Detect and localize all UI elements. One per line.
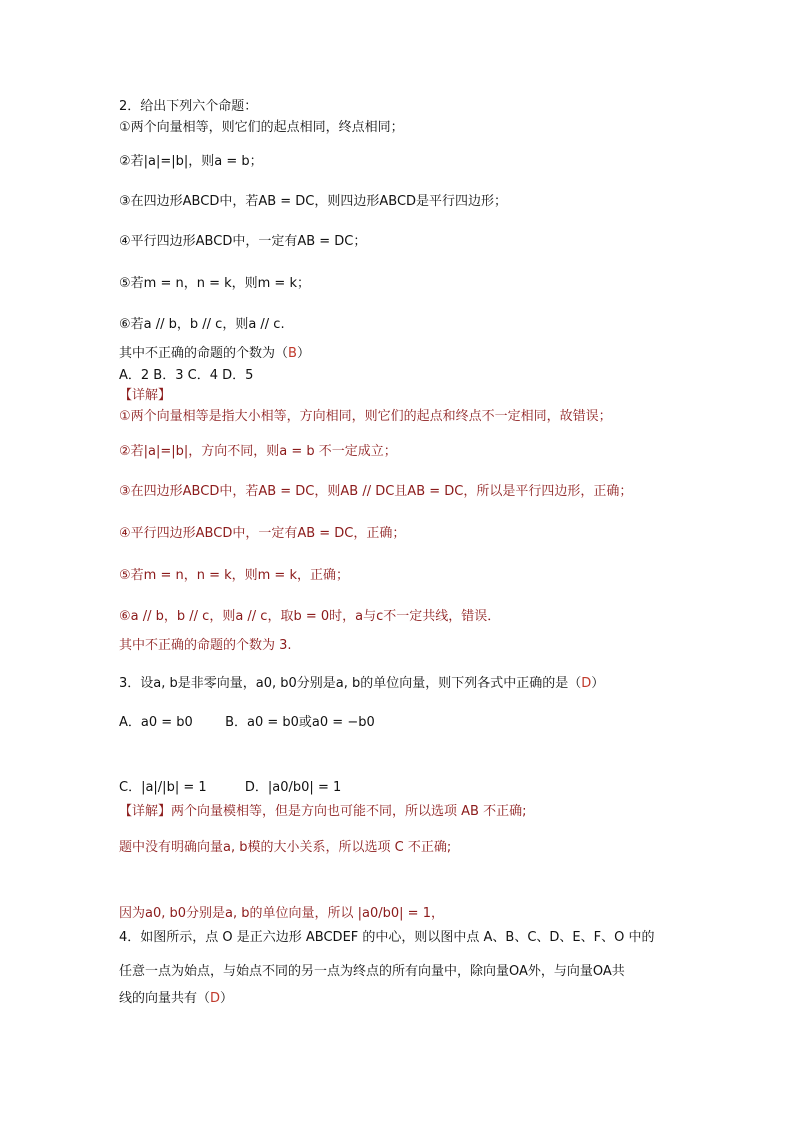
q3-answer: D <box>581 676 592 691</box>
q2-item-2: ②若|a|=|b|，则a = b； <box>119 154 263 169</box>
q3-detail-3: 因为a0, b0分别是a, b的单位向量，所以 |a0/b0| = 1， <box>119 906 444 921</box>
q2-title: 2．给出下列六个命题： <box>119 99 258 114</box>
q3-stem <box>119 675 604 693</box>
q2-detail-2: ②若|a|=|b|，方向不同，则a = b 不一定成立； <box>119 444 397 459</box>
q2-question-end: ） <box>296 346 310 361</box>
q2-answer: B <box>288 346 297 361</box>
q2-options: A．2 B．3 C．4 D．5 <box>119 368 254 383</box>
q2-question <box>119 345 310 363</box>
q2-item-5: ⑤若m = n，n = k，则m = k； <box>119 276 310 291</box>
q4-line-2: 任意一点为始点，与始点不同的另一点为终点的所有向量中，除向量OA外，与向量OA共 <box>119 964 625 979</box>
q3-detail-2: 题中没有明确向量a, b模的大小关系，所以选项 C 不正确; <box>119 840 452 855</box>
q2-detail-title: 【详解】 <box>119 388 172 403</box>
q2-item-4: ④平行四边形ABCD中，一定有AB = DC； <box>119 234 367 249</box>
q2-conclusion: 其中不正确的命题的个数为 3. <box>119 638 292 653</box>
q3-option-b: B．a0 = b0或a0 = −b0 <box>225 715 375 730</box>
q3-options-ab <box>119 714 375 732</box>
q4-line-3-end: ） <box>220 991 234 1006</box>
q3-detail-1: 【详解】两个向量模相等，但是方向也可能不同，所以选项 AB 不正确; <box>119 804 527 819</box>
q3-stem-end: ） <box>591 676 605 691</box>
q3-option-d: D．|a0/b0| = 1 <box>244 780 342 795</box>
q3-stem-text: 3．设a, b是非零向量，a0, b0分别是a, b的单位向量，则下列各式中正确的是（ <box>119 676 582 691</box>
q2-detail-6: ⑥a // b，b // c，则a // c，取b = 0时，a与c不一定共线，错误． <box>119 609 501 624</box>
q2-question-text: 其中不正确的命题的个数为（ <box>119 346 289 361</box>
q2-item-6: ⑥若a // b，b // c，则a // c. <box>119 317 285 332</box>
q4-line-3-text: 线的向量共有（ <box>119 991 211 1006</box>
q2-detail-4: ④平行四边形ABCD中，一定有AB = DC，正确； <box>119 526 406 541</box>
q2-item-3: ③在四边形ABCD中，若AB = DC，则四边形ABCD是平行四边形； <box>119 194 508 209</box>
q3-options-cd <box>119 779 341 797</box>
q4-line-1: 4．如图所示，点 O 是正六边形 ABCDEF 的中心，则以图中点 A、B、C、D、E、F、O 中的 <box>119 930 655 945</box>
q3-option-a: A．a0 = b0 <box>119 715 193 730</box>
q2-detail-5: ⑤若m = n，n = k，则m = k，正确； <box>119 568 349 583</box>
q3-option-c: C．|a|/|b| = 1 <box>119 780 207 795</box>
q2-detail-3: ③在四边形ABCD中，若AB = DC，则AB // DC且AB = DC，所以是平行四边形，正确； <box>119 484 633 499</box>
q2-detail-1: ①两个向量相等是指大小相等，方向相同，则它们的起点和终点不一定相同，故错误； <box>119 409 612 424</box>
q4-answer: D <box>210 991 221 1006</box>
q2-item-1: ①两个向量相等，则它们的起点相同，终点相同； <box>119 120 404 135</box>
q4-line-3 <box>119 990 233 1008</box>
